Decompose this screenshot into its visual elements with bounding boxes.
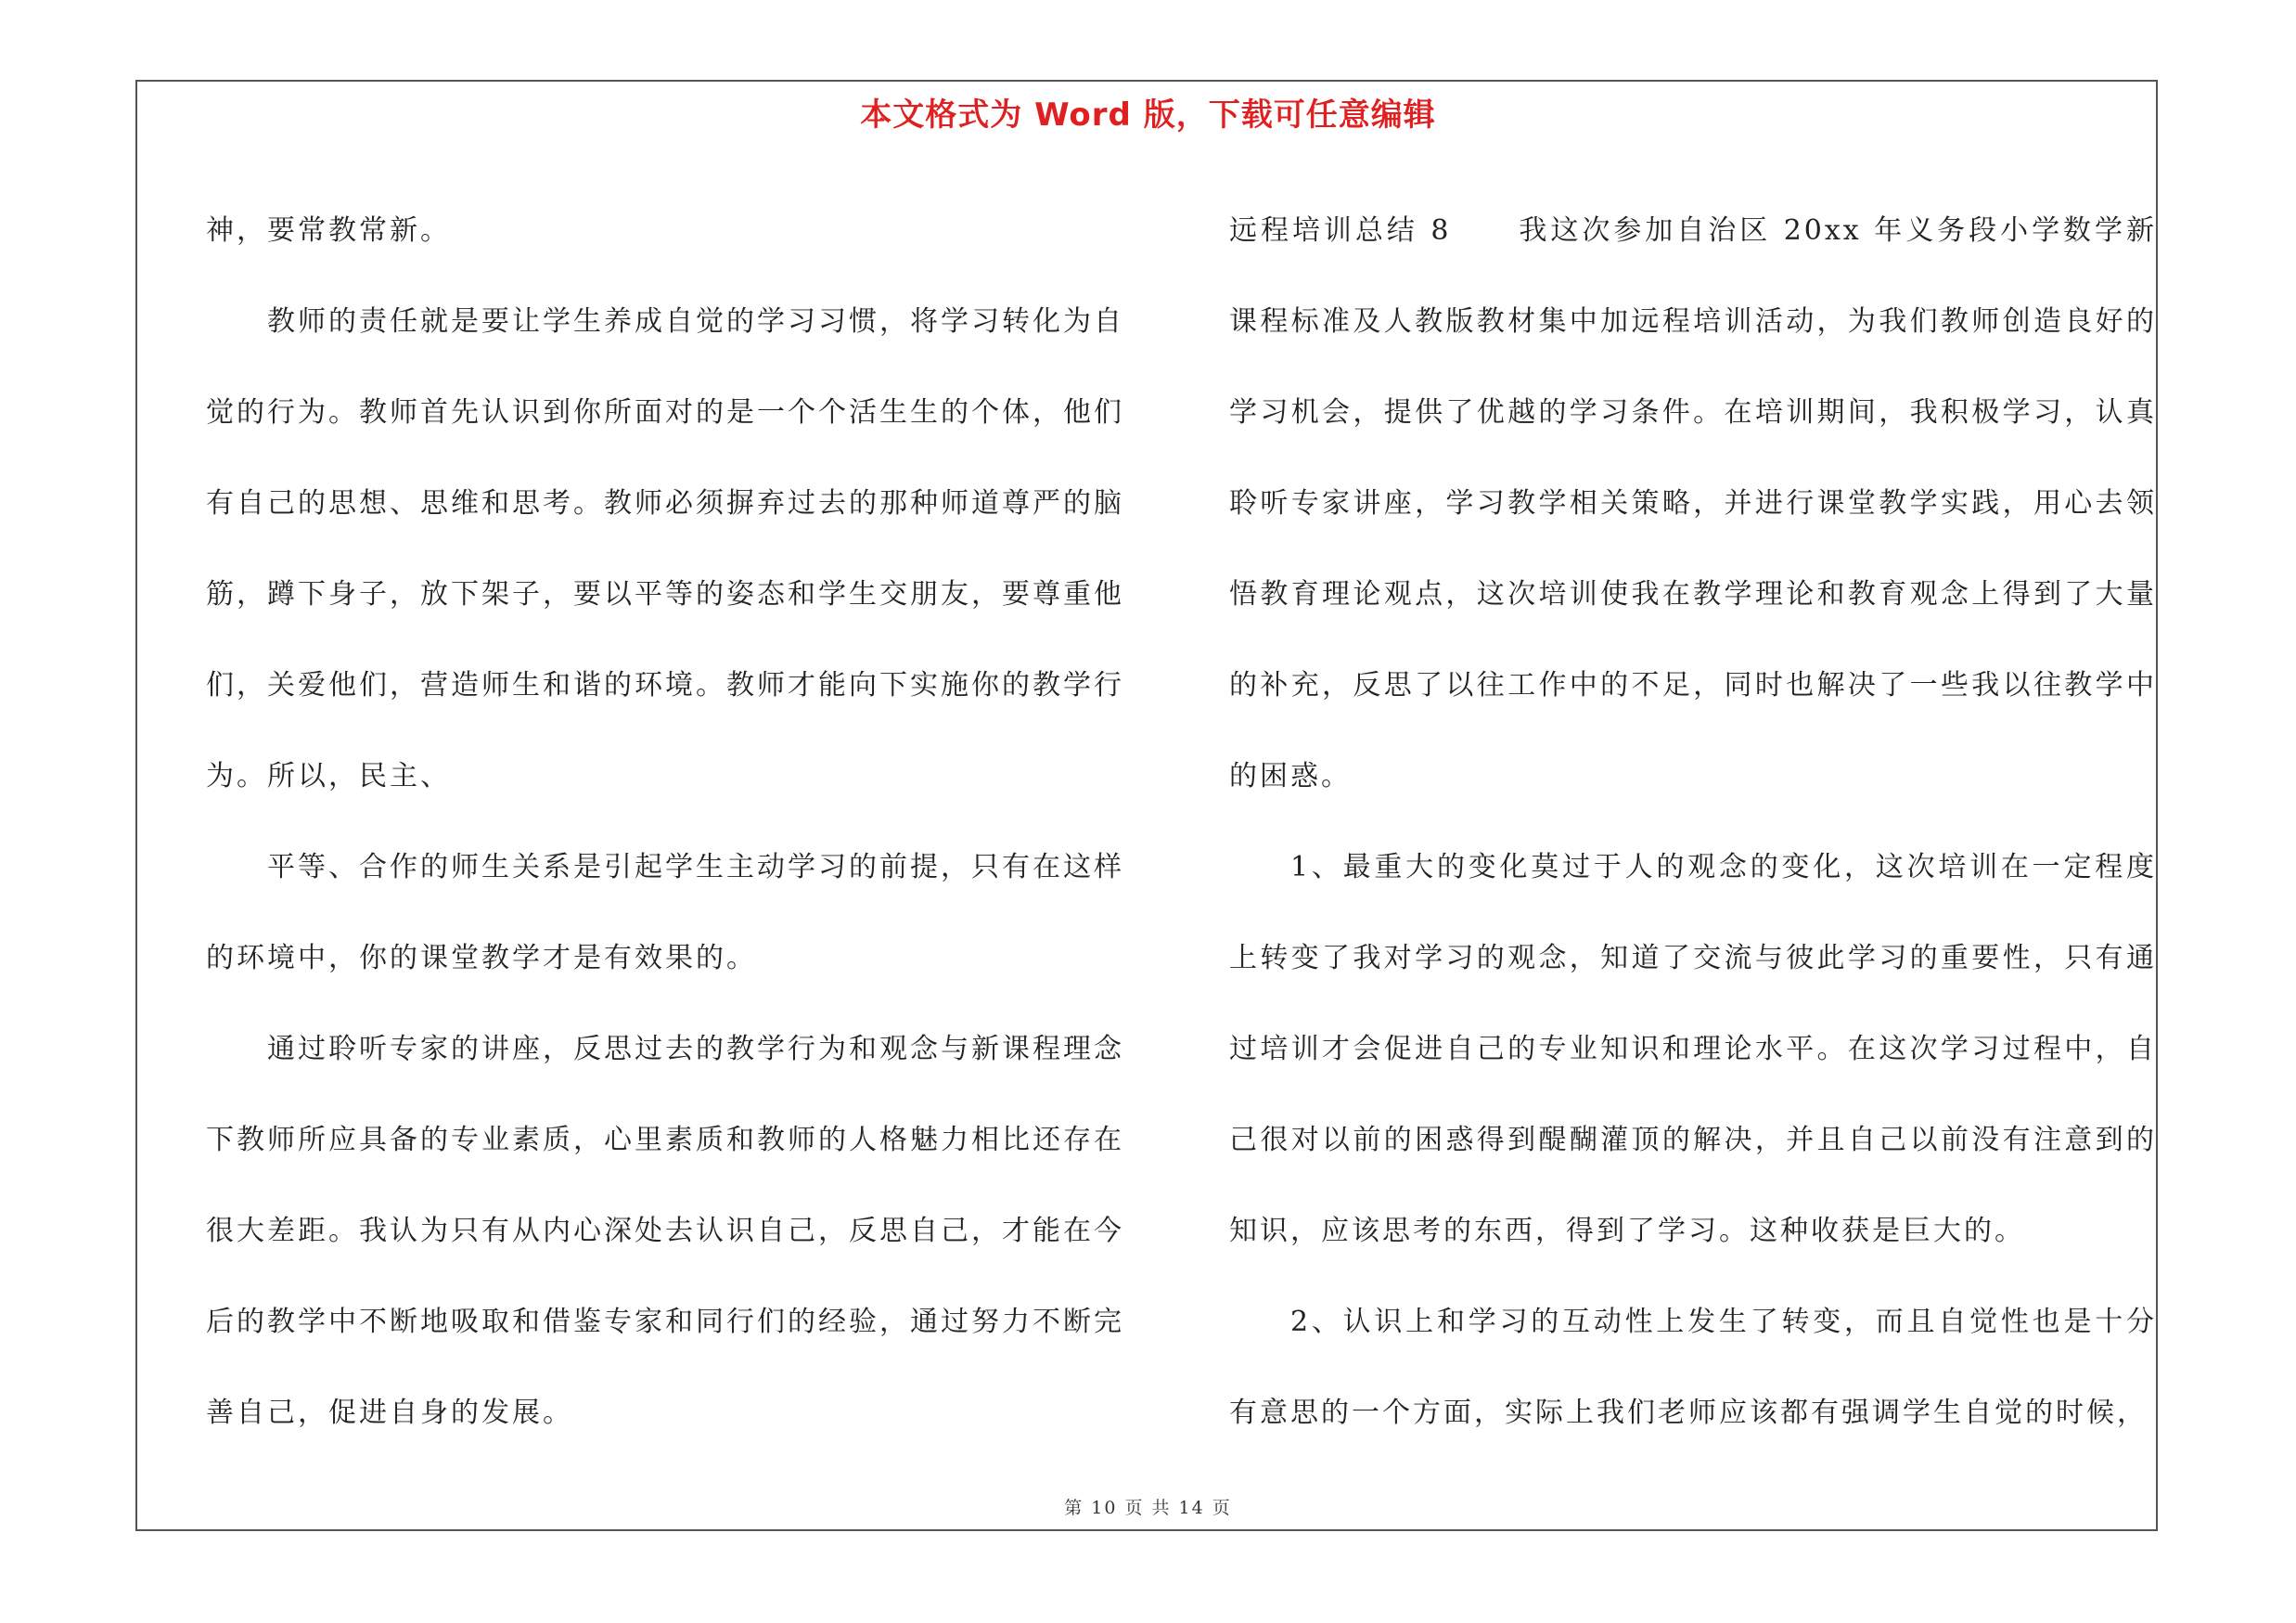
paragraph: 教师的责任就是要让学生养成自觉的学习习惯，将学习转化为自觉的行为。教师首先认识到你所面对的是一个个活生生的个体，他们有自己的思想、思维和思考。教师必须摒弃过去的那种师道尊严的脑筋，蹲下身子，放下架子，要以平等的姿态和学生交朋友，要尊重他们，关爱他们，营造师生和谐的环境。教师才能向下实施你的教学行为。所以，民主、 [206, 305, 1124, 792]
section-title: 远程培训总结 8 [1229, 214, 1452, 247]
page-number: 第 10 页 共 14 页 [1064, 1498, 1232, 1518]
section-paragraph [1229, 186, 2157, 822]
paragraph: 平等、合作的师生关系是引起学生主动学习的前提，只有在这样的环境中，你的课堂教学才是有效果的。 [206, 851, 1124, 974]
left-column [206, 186, 1124, 1459]
header-banner: 本文格式为 Word 版，下载可任意编辑 [860, 97, 1436, 134]
right-column [1229, 186, 2157, 1459]
paragraph: 2、认识上和学习的互动性上发生了转变，而且自觉性也是十分有意思的一个方面，实际上我们老师应该都有强调学生自觉的时候， [1229, 1306, 2157, 1429]
paragraph: 我这次参加自治区 20xx 年义务段小学数学新课程标准及人教版教材集中加远程培训活动，为我们教师创造良好的学习机会，提供了优越的学习条件。在培训期间，我积极学习，认真聆听专家讲座，学习教学相关策略，并进行课堂教学实践，用心去领悟教育理论观点，这次培训使我在教学理论和教育观念上得到了大量的补充，反思了以往工作中的不足，同时也解决了一些我以往教学中的困惑。 [1229, 214, 2157, 792]
paragraph: 通过聆听专家的讲座，反思过去的教学行为和观念与新课程理念下教师所应具备的专业素质，心里素质和教师的人格魅力相比还存在很大差距。我认为只有从内心深处去认识自己，反思自己，才能在今后的教学中不断地吸取和借鉴专家和同行们的经验，通过努力不断完善自己，促进自身的发展。 [206, 1033, 1124, 1429]
paragraph: 1、最重大的变化莫过于人的观念的变化，这次培训在一定程度上转变了我对学习的观念，知道了交流与彼此学习的重要性，只有通过培训才会促进自己的专业知识和理论水平。在这次学习过程中，自己很对以前的困惑得到醍醐灌顶的解决，并且自己以前没有注意到的知识，应该思考的东西，得到了学习。这种收获是巨大的。 [1229, 851, 2157, 1247]
paragraph: 神，要常教常新。 [206, 214, 451, 247]
